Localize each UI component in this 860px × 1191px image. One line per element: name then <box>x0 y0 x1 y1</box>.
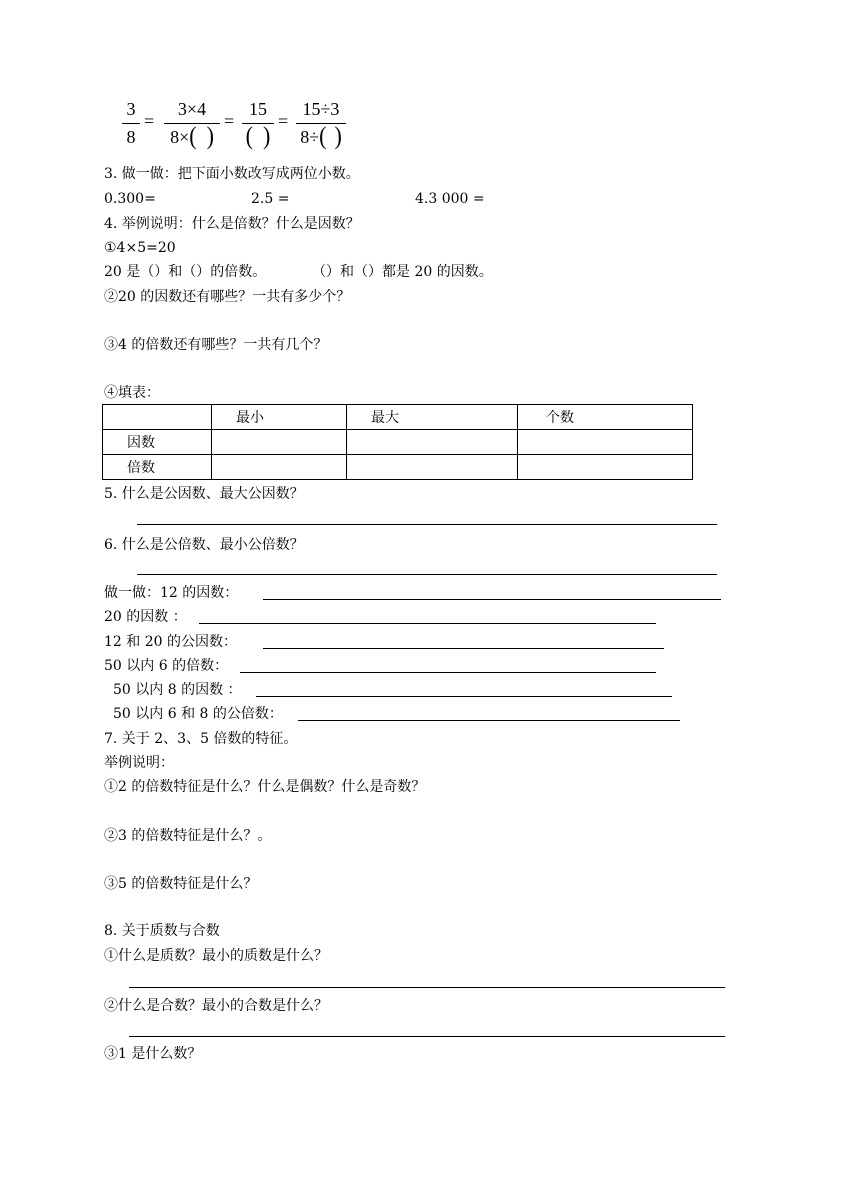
q4-sub3: ③4 的倍数还有哪些？一共有几个？ <box>104 337 328 353</box>
fraction-1-denominator: 8 <box>126 127 136 147</box>
practice-answer-line-5[interactable] <box>256 696 672 697</box>
q7-sub3: ③5 的倍数特征是什么？ <box>104 876 258 892</box>
fraction-4 <box>296 98 346 149</box>
q4-blank-line-b: （）和（）都是 20 的因数。 <box>312 264 493 280</box>
fraction-3-numerator: 15 <box>249 99 267 119</box>
equals-sign: = <box>144 111 155 131</box>
q4-sub2: ②20 的因数还有哪些？一共有多少个？ <box>104 289 351 305</box>
practice-answer-line-2[interactable] <box>199 623 656 624</box>
table-header-cell: 个数 <box>518 405 693 430</box>
q8-answer-line-2[interactable] <box>129 1036 725 1037</box>
fraction-2 <box>164 98 220 149</box>
table-row-label: 倍数 <box>103 455 212 480</box>
fraction-2-denominator: 8×( ) <box>170 121 214 150</box>
practice-answer-line-3[interactable] <box>263 648 664 649</box>
q5-answer-line[interactable] <box>137 524 717 525</box>
q4-sub4: ④填表： <box>104 385 160 401</box>
table-header-cell: 最小 <box>212 405 347 430</box>
q4-example: ①4×5=20 <box>104 240 176 256</box>
fraction-3-denominator: ( ) <box>245 121 271 150</box>
q4-title: 4. 举例说明：什么是倍数？什么是因数？ <box>104 216 360 232</box>
equals-sign: = <box>224 111 235 131</box>
table-cell[interactable] <box>212 455 347 480</box>
practice-answer-line-1[interactable] <box>263 599 721 600</box>
practice-label-2: 20 的因数 ： <box>104 609 187 625</box>
table-row <box>103 455 693 480</box>
q3-item-a: 0.300= <box>104 191 156 207</box>
fraction-2-numerator: 3×4 <box>177 99 207 119</box>
practice-label-5: 50 以内 8 的因数 ： <box>113 682 242 698</box>
q8-answer-line-1[interactable] <box>129 987 725 988</box>
practice-label-4: 50 以内 6 的倍数： <box>104 658 229 674</box>
table-cell[interactable] <box>212 430 347 455</box>
fraction-1-numerator: 3 <box>126 99 136 119</box>
q5-title: 5. 什么是公因数、最大公因数？ <box>104 486 304 502</box>
q7-intro: 举例说明： <box>104 755 174 771</box>
q6-answer-line[interactable] <box>137 574 717 575</box>
fraction-4-numerator: 15÷3 <box>302 99 340 119</box>
table-header-cell <box>103 405 212 430</box>
q3-item-c: 4.3 000 = <box>415 191 485 207</box>
practice-answer-line-4[interactable] <box>240 672 656 673</box>
q7-sub2: ②3 的倍数特征是什么？。 <box>104 828 272 844</box>
fraction-1 <box>122 98 140 149</box>
table-cell[interactable] <box>518 455 693 480</box>
practice-label-1: 做一做：12 的因数： <box>104 585 239 601</box>
practice-label-3: 12 和 20 的公因数： <box>104 634 237 650</box>
q6-title: 6. 什么是公倍数、最小公倍数？ <box>104 537 304 553</box>
q7-title: 7. 关于 2、3、5 倍数的特征。 <box>104 731 298 747</box>
q7-sub1: ①2 的倍数特征是什么？什么是偶数？什么是奇数？ <box>104 779 426 795</box>
table-row <box>103 430 693 455</box>
table-header-row <box>103 405 693 430</box>
q8-sub2: ②什么是合数？最小的合数是什么？ <box>104 998 328 1014</box>
table-header-cell: 最大 <box>347 405 518 430</box>
q8-sub1: ①什么是质数？最小的质数是什么？ <box>104 948 328 964</box>
table-cell[interactable] <box>347 430 518 455</box>
q3-item-b: 2.5 = <box>251 191 290 207</box>
fraction-3 <box>242 98 274 149</box>
table-cell[interactable] <box>518 430 693 455</box>
practice-answer-line-6[interactable] <box>298 720 680 721</box>
q3-title: 3. 做一做：把下面小数改写成两位小数。 <box>104 166 360 182</box>
table-cell[interactable] <box>347 455 518 480</box>
q4-blank-line-a: 20 是（）和（）的倍数。 <box>104 264 267 280</box>
table-row-label: 因数 <box>103 430 212 455</box>
practice-label-6: 50 以内 6 和 8 的公倍数： <box>113 706 283 722</box>
q8-title: 8. 关于质数与合数 <box>104 923 220 939</box>
q8-sub3: ③1 是什么数？ <box>104 1046 202 1062</box>
fraction-4-denominator: 8÷( ) <box>300 121 342 150</box>
equals-sign: = <box>278 111 289 131</box>
factor-multiple-table <box>102 404 693 480</box>
